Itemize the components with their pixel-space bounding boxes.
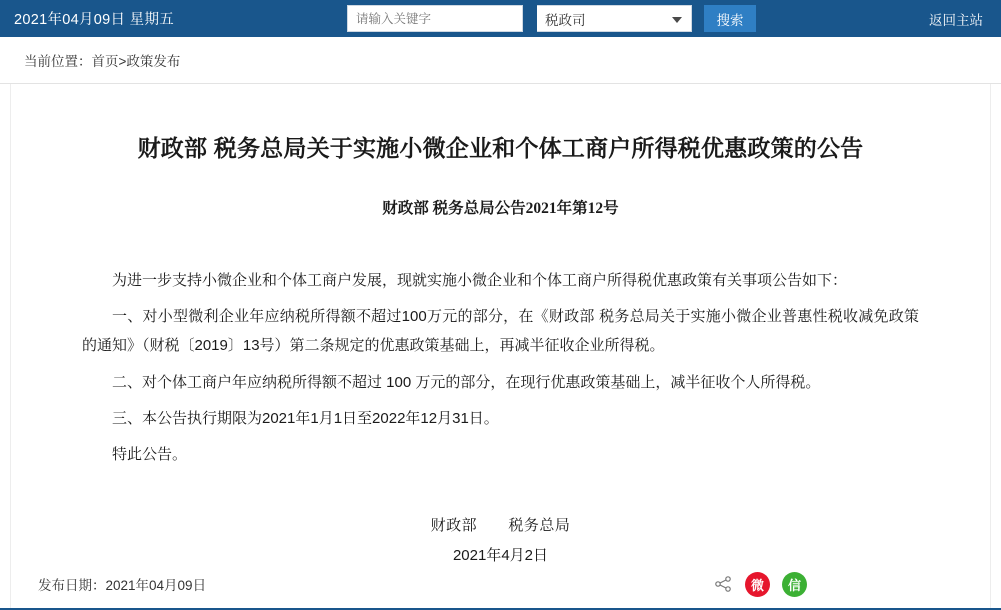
paragraph-item-1: 一、对小型微利企业年应纳税所得额不超过100万元的部分，在《财政部 税务总局关于实施小微企业普惠性税收减免政策的通知》（财税〔2019〕13号）第二条规定的优惠政策基础上，再减半征收企业所得税。: [82, 308, 919, 355]
document-content: [0, 134, 1001, 571]
right-divider: [990, 84, 991, 610]
signature-organizations: [24, 511, 977, 541]
paragraph-item-3: 三、本公告执行期限为2021年1月1日至2022年12月31日。: [112, 409, 499, 427]
breadcrumb: [24, 50, 180, 70]
back-to-main-site-link[interactable]: 返回主站: [929, 12, 983, 28]
current-date: 2021年04月09日 星期五: [14, 12, 175, 28]
left-divider: [10, 84, 11, 610]
search-button[interactable]: 搜索: [704, 5, 756, 32]
breadcrumb-bar: [0, 37, 1001, 84]
wechat-share-icon[interactable]: 信: [782, 572, 807, 597]
top-bar: [0, 0, 1001, 37]
document-number: 财政部 税务总局公告2021年第12号: [382, 199, 619, 217]
signature-org-1: 财政部: [430, 517, 478, 535]
breadcrumb-separator: >: [118, 54, 127, 69]
paragraph-item-2: 二、对个体工商户年应纳税所得额不超过 100 万元的部分，在现行优惠政策基础上，减半征收个人所得税。: [112, 373, 821, 391]
breadcrumb-prefix: 当前位置：: [24, 54, 92, 69]
search-category-value: 税政司: [545, 12, 586, 28]
publish-date-label: 发布日期：: [38, 578, 106, 593]
search-input[interactable]: [347, 5, 523, 32]
publish-date-value: 2021年04月09日: [105, 578, 207, 593]
signature-date: 2021年4月2日: [452, 547, 549, 565]
share-area: [713, 572, 977, 597]
paragraph-intro: 为进一步支持小微企业和个体工商户发展，现就实施小微企业和个体工商户所得税优惠政策有关事项公告如下：: [112, 271, 848, 289]
weibo-share-icon[interactable]: 微: [745, 572, 770, 597]
search-category-select[interactable]: [537, 5, 692, 32]
document-body: [24, 266, 977, 470]
breadcrumb-item-current[interactable]: 政策发布: [126, 54, 181, 69]
chevron-down-icon: [672, 17, 682, 23]
footer-bar: [0, 558, 1001, 610]
breadcrumb-item-home[interactable]: 首页: [91, 54, 119, 69]
share-nodes-icon[interactable]: [713, 574, 733, 594]
paragraph-closing: 特此公告。: [112, 446, 188, 464]
page-title: 财政部 税务总局关于实施小微企业和个体工商户所得税优惠政策的公告: [137, 135, 864, 161]
search-area: [174, 5, 929, 32]
signature-org-2: 税务总局: [508, 517, 571, 535]
publish-date: [38, 574, 206, 594]
